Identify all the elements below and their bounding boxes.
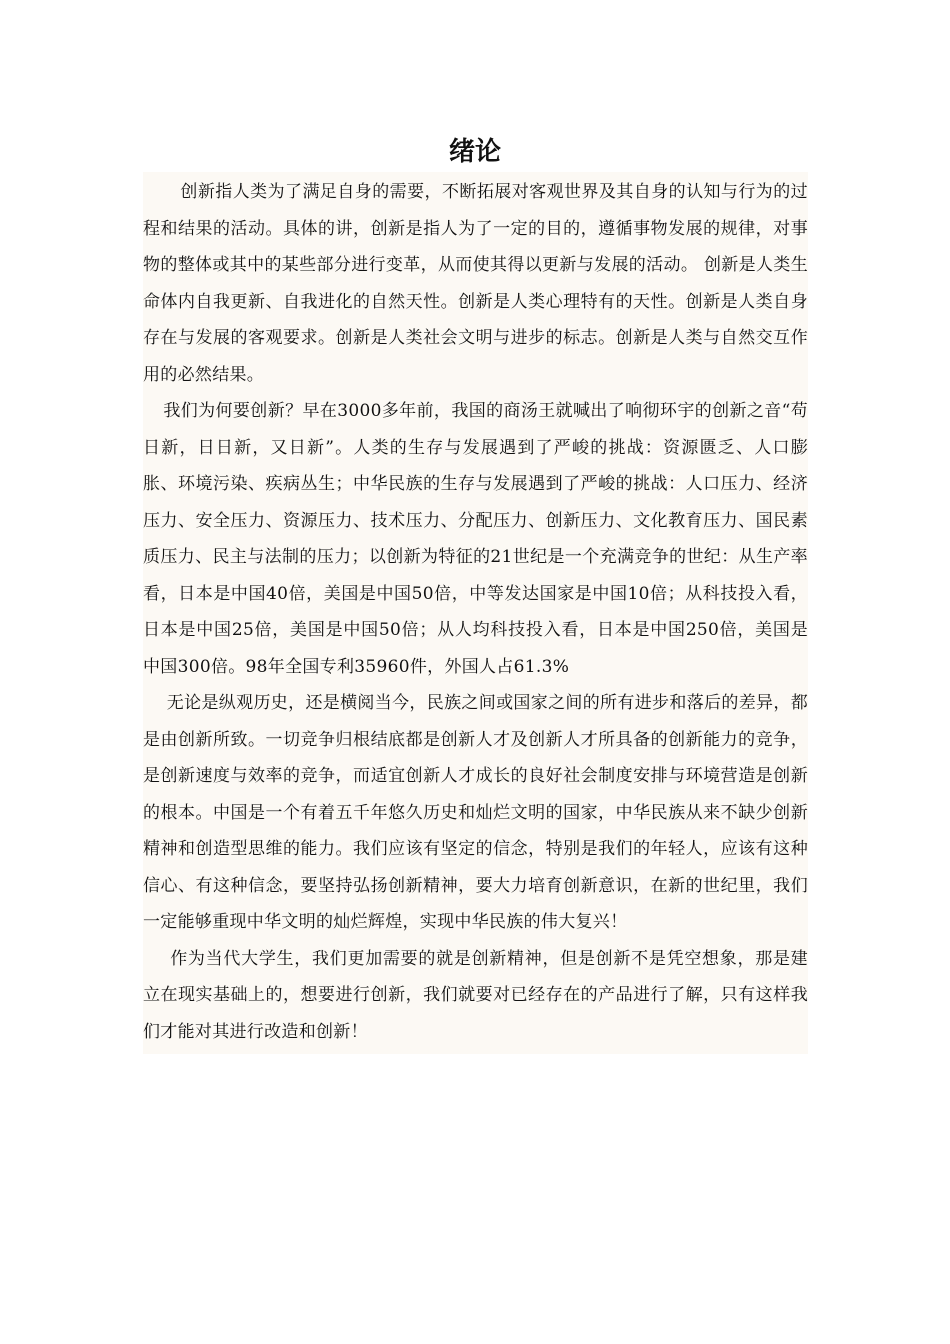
paragraph-definition: 创新指人类为了满足自身的需要，不断拓展对客观世界及其自身的认知与行为的过程和结果的活动。具体的讲，创新是指人为了一定的目的，遵循事物发展的规律，对事物的整体或其中的某些部分进行变革，从而使其得以更新与发展的活动。 创新是人类生命体内自我更新、自我进化的自然天性。创新是人类心理特有的天性。创新是人类自身存在与发展的客观要求。创新是人类社会文明与进步的标志。创新是人类与自然交互作用的必然结果。 bbox=[143, 182, 808, 385]
page-title: 绪论 bbox=[448, 137, 501, 167]
paragraph-students: 作为当代大学生，我们更加需要的就是创新精神，但是创新不是凭空想象，那是建立在现实基础上的，想要进行创新，我们就要对已经存在的产品进行了解，只有这样我们才能对其进行改造和创新！ bbox=[143, 948, 808, 1042]
paragraph-why-innovate: 我们为何要创新？早在3000多年前，我国的商汤王就喊出了响彻环宇的创新之音“苟日新，日日新，又日新”。人类的生存与发展遇到了严峻的挑战：资源匮乏、人口膨胀、环境污染、疾病丛生；中华民族的生存与发展遇到了严峻的挑战：人口压力、经济压力、安全压力、资源压力、技术压力、分配压力、创新压力、文化教育压力、国民素质压力、民主与法制的压力；以创新为特征的21世纪是一个充满竞争的世纪：从生产率看，日本是中国40倍，美国是中国50倍，中等发达国家是中国10倍；从科技投入看，日本是中国25倍，美国是中国50倍；从人均科技投入看，日本是中国250倍，美国是中国300倍。98年全国专利35960件，外国人占61.3% bbox=[143, 401, 808, 677]
paragraph-history: 无论是纵观历史，还是横阅当今，民族之间或国家之间的所有进步和落后的差异，都是由创新所致。一切竞争归根结底都是创新人才及创新人才所具备的创新能力的竞争，是创新速度与效率的竞争，而适宜创新人才成长的良好社会制度安排与环境营造是创新的根本。中国是一个有着五千年悠久历史和灿烂文明的国家，中华民族从来不缺少创新精神和创造型思维的能力。我们应该有坚定的信念，特别是我们的年轻人，应该有这种信心、有这种信念，要坚持弘扬创新精神，要大力培育创新意识，在新的世纪里，我们一定能够重现中华文明的灿烂辉煌，实现中华民族的伟大复兴！ bbox=[143, 693, 808, 932]
document-body bbox=[143, 172, 808, 1054]
